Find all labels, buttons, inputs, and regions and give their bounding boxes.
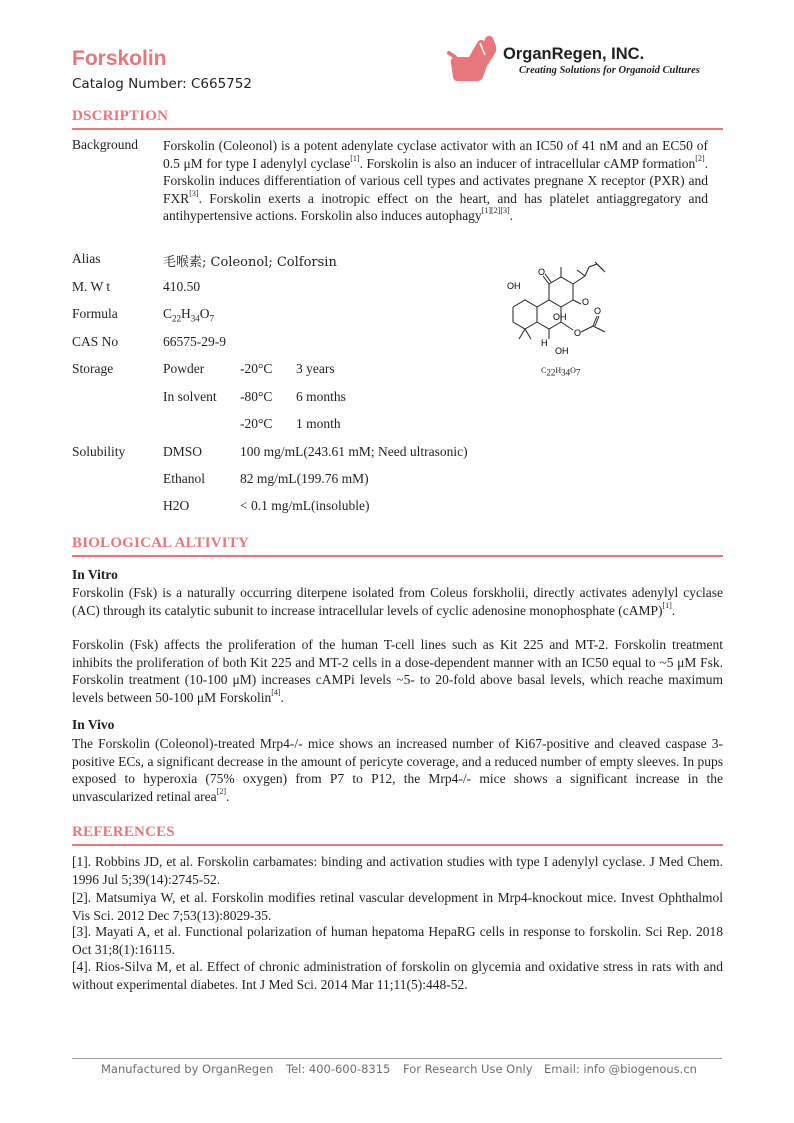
structure-o: O: [582, 297, 590, 307]
in-vivo-paragraph: The Forskolin (Coleonol)-treated Mrp4-/- mice shows an increased number of Ki67-positive and cleaved caspase 3-positive ECs, a significant decrease in the amount of pericyte coverage, and a reduced number of empty sleeves. In pups exposed to hyperoxia (75% oxygen) from P7 to P12, the Mrp4-/- mice shows a significant increase in the unvascularized retinal area[2].: [72, 736, 723, 804]
solvent-name: Ethanol: [163, 471, 205, 486]
structure-o: O: [538, 267, 546, 277]
structure-oh: OH: [553, 312, 567, 322]
cas-label: CAS No: [72, 334, 119, 349]
hand-logo-icon: [447, 33, 499, 85]
solubility-label: Solubility: [72, 444, 126, 459]
formula-label: Formula: [72, 306, 118, 321]
structure-o: O: [574, 328, 582, 338]
company-tagline: Creating Solutions for Organoid Cultures: [519, 65, 700, 76]
alias-label: Alias: [72, 251, 101, 266]
company-name: OrganRegen, INC.: [503, 45, 645, 63]
storage-form: Powder: [163, 361, 205, 376]
solubility-value: < 0.1 mg/mL(insoluble): [240, 498, 370, 513]
bio-activity-divider: [72, 555, 723, 557]
footer-research-note: For Research Use Only: [403, 1062, 533, 1076]
structure-oh: OH: [555, 346, 569, 356]
mwt-label: M. W t: [72, 279, 111, 294]
formula-value: $C_{22}H_{34}O_7$: [163, 306, 215, 324]
storage-label: Storage: [72, 361, 114, 376]
structure-o: O: [594, 306, 602, 316]
storage-time: 3 years: [296, 361, 335, 376]
chemical-structure: [505, 262, 630, 372]
background-text: Forskolin (Coleonol) is a potent adenylate cyclase activator with an IC50 of 41 nM and an EC50 of 0.5 μM for type I adenylyl cyclase[1]. Forskolin is also an inducer of intracellular cAMP formation[2]. Forskolin induces differentiation of various cell types and activates pregnane X receptor (PXR) and FXR[3]. Forskolin exerts a inotropic effect on the heart, and has platelet antiaggregatory and antihypertensive actions. Forskolin also induces autophagy[1][2][3].: [163, 138, 708, 224]
storage-form: In solvent: [163, 389, 217, 404]
storage-time: 6 months: [296, 389, 346, 404]
solubility-value: 100 mg/mL(243.61 mM; Need ultrasonic): [240, 444, 468, 459]
cas-value: 66575-29-9: [163, 334, 226, 349]
storage-time: 1 month: [296, 416, 341, 431]
solvent-name: DMSO: [163, 444, 203, 459]
structure-h: H: [541, 338, 548, 348]
description-divider: [72, 128, 723, 130]
in-vitro-heading: In Vitro: [72, 567, 118, 582]
in-vitro-paragraph-1: Forskolin (Fsk) is a naturally occurring diterpene isolated from Coleus forskholii, directly activates adenylyl cyclase (AC) through its catalytic subunit to increase intracellular levels of cyclic adenosine monophosphate (cAMP)[1].: [72, 585, 723, 618]
footer-manufacturer: Manufactured by OrganRegen: [101, 1062, 274, 1076]
structure-caption: $C_{22}H_{34}O_7$: [541, 366, 581, 378]
description-heading: DSCRIPTION: [72, 108, 169, 124]
references-heading: REFERENCES: [72, 824, 175, 840]
mwt-value: 410.50: [163, 279, 201, 294]
footer-phone: Tel: 400-600-8315: [286, 1062, 391, 1076]
in-vivo-heading: In Vivo: [72, 717, 115, 732]
storage-temp: -20°C: [240, 361, 273, 376]
reference-item: [4]. Rios-Silva M, et al. Effect of chronic administration of forskolin on glycemia and oxidative stress in rats with and without experimental diabetes. Int J Med Sci. 2014 Mar 11;11(5):448-52.: [72, 959, 723, 992]
references-divider: [72, 844, 723, 846]
footer-email: Email: info @biogenous.cn: [544, 1062, 697, 1076]
storage-temp: -20°C: [240, 416, 273, 431]
catalog-number: Catalog Number: C665752: [72, 76, 252, 92]
reference-item: [3]. Mayati A, et al. Functional polarization of human hepatoma HepaRG cells in response to forskolin. Sci Rep. 2018 Oct 31;8(1):16115.: [72, 924, 723, 957]
solubility-value: 82 mg/mL(199.76 mM): [240, 471, 369, 486]
solvent-name: H2O: [163, 498, 190, 513]
footer-divider: [72, 1058, 722, 1059]
bio-activity-heading: BIOLOGICAL ALTIVITY: [72, 535, 250, 551]
product-title: Forskolin: [72, 47, 167, 70]
storage-temp: -80°C: [240, 389, 273, 404]
background-label: Background: [72, 137, 138, 152]
structure-oh: OH: [507, 281, 521, 291]
reference-item: [2]. Matsumiya W, et al. Forskolin modifies retinal vascular development in Mrp4-knockout mice. Invest Ophthalmol Vis Sci. 2012 Dec 7;53(13):8029-35.: [72, 890, 723, 923]
reference-item: [1]. Robbins JD, et al. Forskolin carbamates: binding and activation studies with type I adenylyl cyclase. J Med Chem. 1996 Jul 5;39(14):2745-52.: [72, 854, 723, 887]
in-vitro-paragraph-2: Forskolin (Fsk) affects the proliferation of the human T-cell lines such as Kit 225 and MT-2. Forskolin treatment inhibits the proliferation of both Kit 225 and MT-2 cells in a dose-dependent manner with an IC50 equal to ~5 μM Fsk. Forskolin treatment (10-100 μM) increases cAMPi levels ~5- to 20-fold above basal levels, which reache maximum levels between 50-100 μM Forskolin[4].: [72, 637, 723, 705]
alias-value: 毛喉素; Coleonol; Colforsin: [163, 255, 337, 270]
